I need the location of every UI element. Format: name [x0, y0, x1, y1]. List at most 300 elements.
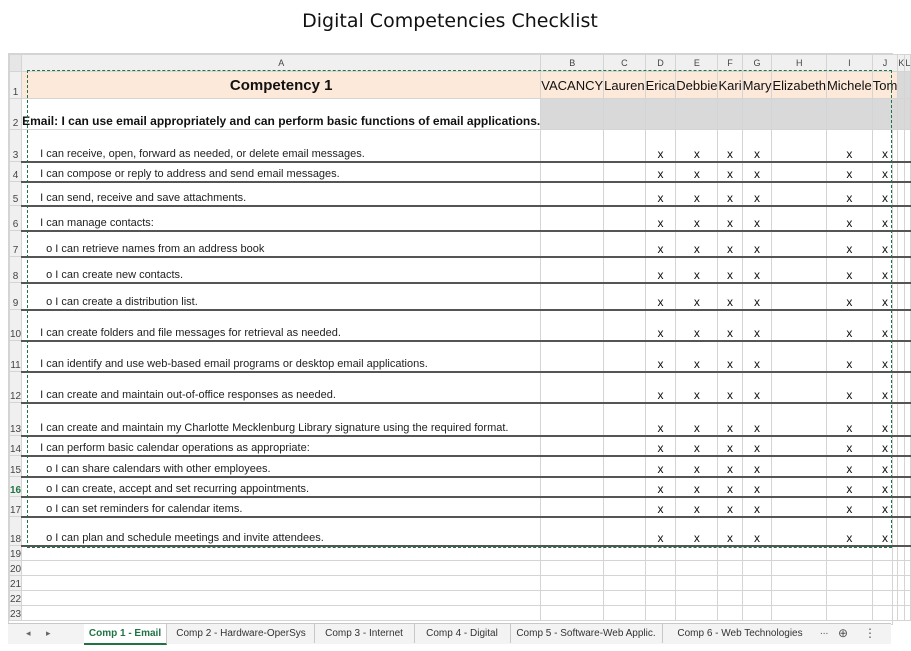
grid-cell[interactable] — [541, 606, 604, 621]
checkmark-cell[interactable]: x — [645, 497, 676, 517]
competency-item-cell[interactable] — [22, 130, 541, 162]
competency-item-cell[interactable] — [22, 283, 541, 310]
checkmark-cell[interactable]: x — [826, 206, 872, 231]
competency-item-cell[interactable] — [22, 310, 541, 341]
grid-cell[interactable] — [541, 206, 604, 231]
grid-cell[interactable] — [772, 99, 826, 130]
checkmark-cell[interactable]: x — [645, 283, 676, 310]
employee-name-cell[interactable]: Kari — [718, 72, 742, 99]
grid-cell[interactable] — [898, 517, 905, 546]
grid-cell[interactable] — [898, 310, 905, 341]
grid-cell[interactable] — [872, 546, 898, 561]
checkmark-cell[interactable]: x — [872, 436, 898, 456]
grid-cell[interactable] — [772, 310, 826, 341]
grid-cell[interactable] — [676, 546, 718, 561]
checkmark-cell[interactable]: x — [676, 310, 718, 341]
competency-item-cell[interactable] — [22, 231, 541, 257]
grid-cell[interactable] — [826, 606, 872, 621]
grid-cell[interactable] — [772, 130, 826, 162]
checkmark-cell[interactable]: x — [676, 162, 718, 182]
row-header[interactable]: 7 — [10, 231, 22, 257]
row-header[interactable]: 13 — [10, 403, 22, 436]
checkmark-cell[interactable]: x — [645, 341, 676, 372]
grid-cell[interactable] — [905, 561, 911, 576]
row-header[interactable]: 21 — [10, 576, 22, 591]
checkmark-cell[interactable]: x — [826, 341, 872, 372]
grid-cell[interactable] — [772, 576, 826, 591]
checkmark-cell[interactable]: x — [676, 497, 718, 517]
checkmark-cell[interactable]: x — [645, 231, 676, 257]
grid-cell[interactable] — [826, 576, 872, 591]
grid-cell[interactable] — [604, 341, 645, 372]
grid-cell[interactable] — [898, 162, 905, 182]
grid-cell[interactable] — [898, 99, 905, 130]
checkmark-cell[interactable]: x — [718, 310, 742, 341]
checkmark-cell[interactable]: x — [826, 231, 872, 257]
grid-cell[interactable] — [676, 561, 718, 576]
grid-cell[interactable] — [905, 456, 911, 477]
checkmark-cell[interactable]: x — [872, 162, 898, 182]
grid-cell[interactable] — [541, 341, 604, 372]
grid-cell[interactable] — [898, 456, 905, 477]
grid-cell[interactable] — [645, 606, 676, 621]
grid-cell[interactable] — [872, 99, 898, 130]
checkmark-cell[interactable]: x — [742, 477, 772, 497]
checkmark-cell[interactable]: x — [872, 257, 898, 283]
grid-cell[interactable] — [898, 341, 905, 372]
grid-cell[interactable] — [772, 283, 826, 310]
checkmark-cell[interactable]: x — [826, 456, 872, 477]
checkmark-cell[interactable]: x — [718, 497, 742, 517]
grid-cell[interactable] — [826, 561, 872, 576]
checkmark-cell[interactable]: x — [645, 130, 676, 162]
grid-cell[interactable] — [905, 206, 911, 231]
grid-cell[interactable] — [645, 591, 676, 606]
checkmark-cell[interactable]: x — [742, 206, 772, 231]
competency-item-cell[interactable] — [22, 517, 541, 546]
checkmark-cell[interactable]: x — [742, 231, 772, 257]
checkmark-cell[interactable]: x — [742, 283, 772, 310]
competency-item-cell[interactable] — [22, 162, 541, 182]
checkmark-cell[interactable]: x — [718, 206, 742, 231]
grid-cell[interactable] — [772, 257, 826, 283]
grid-cell[interactable] — [742, 606, 772, 621]
grid-cell[interactable] — [898, 206, 905, 231]
checkmark-cell[interactable]: x — [742, 436, 772, 456]
select-all-corner[interactable] — [10, 55, 22, 72]
grid-cell[interactable] — [905, 257, 911, 283]
competency-item-cell[interactable] — [22, 477, 541, 497]
checkmark-cell[interactable]: x — [872, 182, 898, 206]
grid-cell[interactable] — [742, 546, 772, 561]
grid-cell[interactable] — [905, 576, 911, 591]
grid-cell[interactable] — [604, 517, 645, 546]
grid-cell[interactable] — [541, 561, 604, 576]
checkmark-cell[interactable]: x — [826, 436, 872, 456]
grid-cell[interactable] — [772, 546, 826, 561]
grid-cell[interactable] — [604, 182, 645, 206]
grid-cell[interactable] — [898, 372, 905, 403]
grid-cell[interactable] — [772, 372, 826, 403]
grid-cell[interactable] — [604, 206, 645, 231]
grid-cell[interactable] — [718, 576, 742, 591]
grid-cell[interactable] — [718, 606, 742, 621]
grid-cell[interactable] — [541, 517, 604, 546]
checkmark-cell[interactable]: x — [645, 182, 676, 206]
checkmark-cell[interactable]: x — [742, 341, 772, 372]
row-header[interactable]: 18 — [10, 517, 22, 546]
grid-cell[interactable] — [718, 546, 742, 561]
checkmark-cell[interactable]: x — [826, 162, 872, 182]
row-header[interactable]: 1 — [10, 72, 22, 99]
grid-cell[interactable] — [541, 310, 604, 341]
employee-name-cell[interactable]: Debbie — [676, 72, 718, 99]
competency-title-cell[interactable]: Competency 1 — [22, 72, 541, 99]
checkmark-cell[interactable]: x — [826, 182, 872, 206]
checkmark-cell[interactable]: x — [826, 372, 872, 403]
checkmark-cell[interactable]: x — [826, 310, 872, 341]
checkmark-cell[interactable]: x — [718, 257, 742, 283]
tab-comp-3-internet[interactable]: Comp 3 - Internet — [314, 624, 415, 643]
checkmark-cell[interactable]: x — [742, 257, 772, 283]
checkmark-cell[interactable]: x — [645, 456, 676, 477]
checkmark-cell[interactable]: x — [718, 162, 742, 182]
checkmark-cell[interactable]: x — [742, 456, 772, 477]
competency-item-cell[interactable] — [22, 403, 541, 436]
checkmark-cell[interactable]: x — [826, 477, 872, 497]
grid-cell[interactable] — [541, 576, 604, 591]
column-header[interactable]: F — [718, 55, 742, 72]
grid-cell[interactable] — [604, 477, 645, 497]
checkmark-cell[interactable]: x — [676, 283, 718, 310]
checkmark-cell[interactable]: x — [826, 403, 872, 436]
grid-cell[interactable] — [22, 546, 541, 561]
grid-cell[interactable] — [772, 182, 826, 206]
grid-cell[interactable] — [742, 591, 772, 606]
grid-cell[interactable] — [905, 130, 911, 162]
grid-cell[interactable] — [676, 576, 718, 591]
row-header[interactable]: 4 — [10, 162, 22, 182]
row-header[interactable]: 16 — [10, 477, 22, 497]
sheet-options-icon[interactable]: ⋮ — [864, 626, 876, 640]
checkmark-cell[interactable]: x — [742, 310, 772, 341]
row-header[interactable]: 12 — [10, 372, 22, 403]
tab-comp-5-software[interactable]: Comp 5 - Software-Web Applic. — [510, 624, 663, 643]
checkmark-cell[interactable]: x — [718, 456, 742, 477]
employee-name-cell[interactable]: Michele — [826, 72, 872, 99]
checkmark-cell[interactable]: x — [826, 283, 872, 310]
tab-comp-2-hardware[interactable]: Comp 2 - Hardware-OperSys — [168, 624, 315, 643]
checkmark-cell[interactable]: x — [742, 372, 772, 403]
grid-cell[interactable] — [898, 606, 905, 621]
grid-cell[interactable] — [604, 591, 645, 606]
employee-name-cell[interactable] — [898, 72, 905, 99]
grid-cell[interactable] — [645, 99, 676, 130]
grid-cell[interactable] — [541, 283, 604, 310]
column-header[interactable]: K — [898, 55, 905, 72]
grid-cell[interactable] — [718, 591, 742, 606]
row-header[interactable]: 9 — [10, 283, 22, 310]
grid-cell[interactable] — [905, 517, 911, 546]
checkmark-cell[interactable]: x — [826, 497, 872, 517]
checkmark-cell[interactable]: x — [676, 257, 718, 283]
grid-cell[interactable] — [604, 130, 645, 162]
grid-cell[interactable] — [541, 231, 604, 257]
checkmark-cell[interactable]: x — [718, 436, 742, 456]
grid-cell[interactable] — [905, 182, 911, 206]
grid-cell[interactable] — [604, 372, 645, 403]
checkmark-cell[interactable]: x — [676, 477, 718, 497]
grid-cell[interactable] — [898, 182, 905, 206]
checkmark-cell[interactable]: x — [872, 372, 898, 403]
grid-cell[interactable] — [541, 257, 604, 283]
grid-cell[interactable] — [772, 231, 826, 257]
checkmark-cell[interactable]: x — [718, 477, 742, 497]
grid-cell[interactable] — [772, 591, 826, 606]
grid-cell[interactable] — [604, 576, 645, 591]
grid-cell[interactable] — [541, 436, 604, 456]
grid-cell[interactable] — [742, 576, 772, 591]
row-header[interactable]: 11 — [10, 341, 22, 372]
checkmark-cell[interactable]: x — [676, 206, 718, 231]
checkmark-cell[interactable]: x — [676, 456, 718, 477]
competency-item-cell[interactable] — [22, 497, 541, 517]
checkmark-cell[interactable]: x — [742, 517, 772, 546]
row-header[interactable]: 14 — [10, 436, 22, 456]
employee-name-cell[interactable]: Erica — [645, 72, 676, 99]
row-header[interactable]: 3 — [10, 130, 22, 162]
competency-item-cell[interactable] — [22, 257, 541, 283]
grid-cell[interactable] — [905, 283, 911, 310]
grid-cell[interactable] — [676, 99, 718, 130]
grid-cell[interactable] — [905, 310, 911, 341]
grid-cell[interactable] — [676, 591, 718, 606]
employee-name-cell[interactable]: Mary — [742, 72, 772, 99]
checkmark-cell[interactable]: x — [676, 403, 718, 436]
checkmark-cell[interactable]: x — [826, 130, 872, 162]
grid-cell[interactable] — [905, 497, 911, 517]
grid-cell[interactable] — [645, 546, 676, 561]
checkmark-cell[interactable]: x — [676, 182, 718, 206]
checkmark-cell[interactable]: x — [718, 341, 742, 372]
grid-cell[interactable] — [872, 576, 898, 591]
grid-cell[interactable] — [645, 576, 676, 591]
checkmark-cell[interactable]: x — [676, 372, 718, 403]
checkmark-cell[interactable]: x — [872, 517, 898, 546]
employee-name-cell[interactable]: Elizabeth — [772, 72, 826, 99]
column-header[interactable]: H — [772, 55, 826, 72]
checkmark-cell[interactable]: x — [742, 162, 772, 182]
grid-cell[interactable] — [676, 606, 718, 621]
checkmark-cell[interactable]: x — [872, 283, 898, 310]
grid-cell[interactable] — [718, 561, 742, 576]
grid-cell[interactable] — [604, 546, 645, 561]
checkmark-cell[interactable]: x — [645, 517, 676, 546]
grid-cell[interactable] — [772, 162, 826, 182]
grid-cell[interactable] — [22, 606, 541, 621]
checkmark-cell[interactable]: x — [645, 403, 676, 436]
spreadsheet-grid[interactable] — [8, 53, 911, 625]
checkmark-cell[interactable]: x — [676, 231, 718, 257]
grid-cell[interactable] — [826, 99, 872, 130]
grid-cell[interactable] — [898, 477, 905, 497]
competency-item-cell[interactable] — [22, 341, 541, 372]
row-header[interactable]: 15 — [10, 456, 22, 477]
checkmark-cell[interactable]: x — [676, 436, 718, 456]
grid-cell[interactable] — [541, 546, 604, 561]
checkmark-cell[interactable]: x — [645, 372, 676, 403]
grid-cell[interactable] — [604, 497, 645, 517]
tab-scroll-right-icon[interactable]: ▸ — [46, 628, 51, 638]
checkmark-cell[interactable]: x — [872, 206, 898, 231]
grid-cell[interactable] — [541, 591, 604, 606]
grid-cell[interactable] — [905, 477, 911, 497]
row-header[interactable]: 22 — [10, 591, 22, 606]
grid-cell[interactable] — [772, 341, 826, 372]
grid-cell[interactable] — [772, 497, 826, 517]
column-header[interactable]: L — [905, 55, 911, 72]
grid-cell[interactable] — [541, 403, 604, 436]
column-header[interactable]: D — [645, 55, 676, 72]
grid-cell[interactable] — [604, 231, 645, 257]
row-header[interactable]: 10 — [10, 310, 22, 341]
grid-cell[interactable] — [872, 561, 898, 576]
grid-cell[interactable] — [645, 561, 676, 576]
email-heading-cell[interactable]: Email: I can use email appropriately and can perform basic functions of email applications. — [22, 99, 541, 130]
grid-cell[interactable] — [772, 561, 826, 576]
checkmark-cell[interactable]: x — [645, 257, 676, 283]
grid-cell[interactable] — [905, 162, 911, 182]
grid-cell[interactable] — [898, 591, 905, 606]
row-header[interactable]: 17 — [10, 497, 22, 517]
grid-cell[interactable] — [541, 130, 604, 162]
row-header[interactable]: 19 — [10, 546, 22, 561]
checkmark-cell[interactable]: x — [645, 477, 676, 497]
grid-cell[interactable] — [604, 310, 645, 341]
grid-cell[interactable] — [905, 606, 911, 621]
grid-cell[interactable] — [772, 403, 826, 436]
column-header[interactable]: I — [826, 55, 872, 72]
row-header[interactable]: 5 — [10, 182, 22, 206]
add-sheet-icon[interactable]: ⊕ — [838, 626, 849, 640]
row-header[interactable]: 20 — [10, 561, 22, 576]
tab-comp-6-web[interactable]: Comp 6 - Web Technologies — [677, 628, 803, 639]
checkmark-cell[interactable]: x — [718, 182, 742, 206]
checkmark-cell[interactable]: x — [718, 517, 742, 546]
checkmark-cell[interactable]: x — [742, 182, 772, 206]
grid-cell[interactable] — [742, 561, 772, 576]
column-header[interactable]: A — [22, 55, 541, 72]
checkmark-cell[interactable]: x — [872, 310, 898, 341]
checkmark-cell[interactable]: x — [826, 517, 872, 546]
grid-cell[interactable] — [604, 403, 645, 436]
grid-cell[interactable] — [898, 231, 905, 257]
grid-cell[interactable] — [718, 99, 742, 130]
checkmark-cell[interactable]: x — [676, 517, 718, 546]
checkmark-cell[interactable]: x — [718, 372, 742, 403]
employee-name-cell[interactable]: VACANCY — [541, 72, 604, 99]
grid-cell[interactable] — [898, 497, 905, 517]
checkmark-cell[interactable]: x — [872, 130, 898, 162]
grid-cell[interactable] — [826, 546, 872, 561]
grid-cell[interactable] — [905, 403, 911, 436]
grid-cell[interactable] — [541, 456, 604, 477]
grid-cell[interactable] — [22, 591, 541, 606]
column-header[interactable]: C — [604, 55, 645, 72]
more-tabs-icon[interactable]: ... — [820, 626, 829, 637]
grid-cell[interactable] — [742, 99, 772, 130]
employee-name-cell[interactable] — [905, 72, 911, 99]
grid-cell[interactable] — [905, 591, 911, 606]
grid-cell[interactable] — [872, 606, 898, 621]
tab-scroll-left-icon[interactable]: ◂ — [26, 628, 31, 638]
column-header[interactable]: B — [541, 55, 604, 72]
tab-comp-1-email[interactable]: Comp 1 - Email — [84, 624, 167, 645]
grid-cell[interactable] — [541, 182, 604, 206]
grid-cell[interactable] — [826, 591, 872, 606]
checkmark-cell[interactable]: x — [645, 310, 676, 341]
grid-cell[interactable] — [604, 561, 645, 576]
grid-cell[interactable] — [541, 372, 604, 403]
grid-cell[interactable] — [898, 283, 905, 310]
grid-cell[interactable] — [772, 477, 826, 497]
column-header[interactable]: G — [742, 55, 772, 72]
grid-cell[interactable] — [905, 99, 911, 130]
checkmark-cell[interactable]: x — [718, 130, 742, 162]
grid-cell[interactable] — [905, 372, 911, 403]
column-header[interactable]: J — [872, 55, 898, 72]
grid-cell[interactable] — [898, 546, 905, 561]
checkmark-cell[interactable]: x — [718, 403, 742, 436]
grid-cell[interactable] — [898, 403, 905, 436]
grid-cell[interactable] — [541, 99, 604, 130]
grid-cell[interactable] — [541, 162, 604, 182]
grid-cell[interactable] — [22, 576, 541, 591]
grid-cell[interactable] — [772, 456, 826, 477]
competency-item-cell[interactable] — [22, 436, 541, 456]
grid-cell[interactable] — [22, 561, 541, 576]
checkmark-cell[interactable]: x — [872, 456, 898, 477]
grid-cell[interactable] — [604, 436, 645, 456]
checkmark-cell[interactable]: x — [645, 436, 676, 456]
checkmark-cell[interactable]: x — [645, 206, 676, 231]
grid-cell[interactable] — [905, 341, 911, 372]
checkmark-cell[interactable]: x — [872, 403, 898, 436]
grid-cell[interactable] — [905, 231, 911, 257]
grid-cell[interactable] — [541, 497, 604, 517]
grid-cell[interactable] — [905, 436, 911, 456]
row-header[interactable]: 23 — [10, 606, 22, 621]
grid-cell[interactable] — [772, 436, 826, 456]
grid-cell[interactable] — [604, 257, 645, 283]
competency-item-cell[interactable] — [22, 372, 541, 403]
checkmark-cell[interactable]: x — [742, 497, 772, 517]
checkmark-cell[interactable]: x — [676, 130, 718, 162]
grid-cell[interactable] — [772, 517, 826, 546]
grid-cell[interactable] — [604, 456, 645, 477]
checkmark-cell[interactable]: x — [676, 341, 718, 372]
checkmark-cell[interactable]: x — [872, 477, 898, 497]
grid-cell[interactable] — [898, 130, 905, 162]
grid-cell[interactable] — [872, 591, 898, 606]
checkmark-cell[interactable]: x — [872, 231, 898, 257]
competency-item-cell[interactable] — [22, 182, 541, 206]
checkmark-cell[interactable]: x — [826, 257, 872, 283]
grid-cell[interactable] — [604, 606, 645, 621]
employee-name-cell[interactable]: Tom — [872, 72, 898, 99]
row-header[interactable]: 6 — [10, 206, 22, 231]
competency-item-cell[interactable] — [22, 456, 541, 477]
